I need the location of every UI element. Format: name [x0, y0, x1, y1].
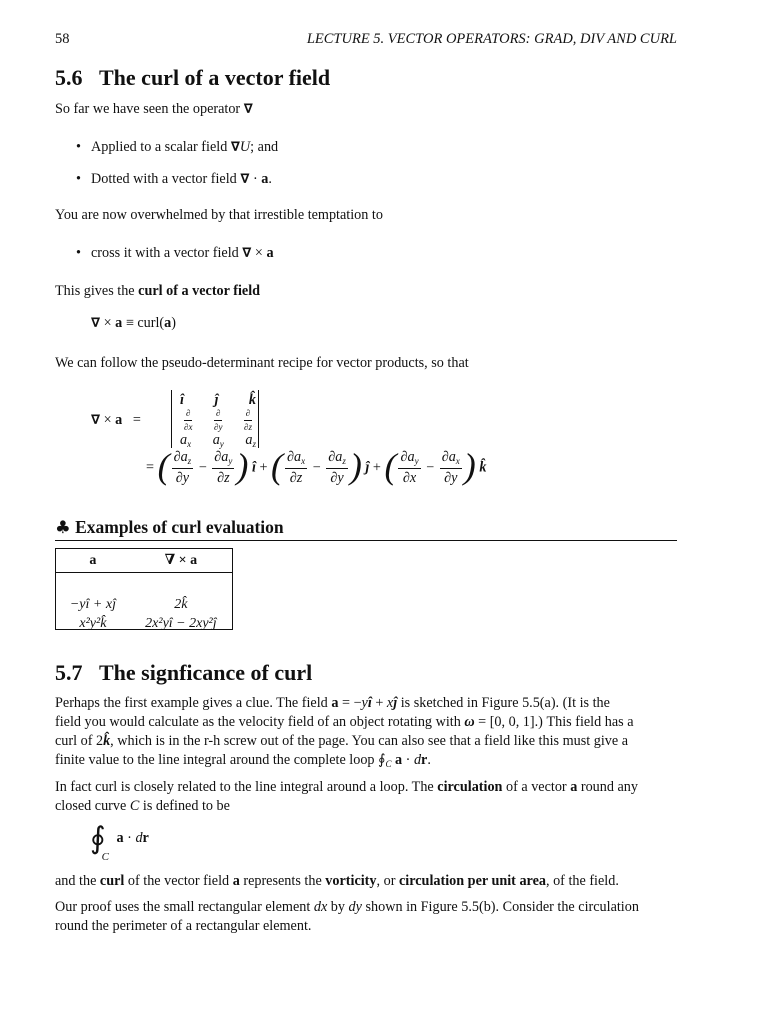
curl-determinant-lhs: ∇ × a =	[91, 412, 141, 428]
bullet-item: • Dotted with a vector field ∇ · a.	[78, 170, 272, 189]
paragraph-clue: Perhaps the first example gives a clue. The field a = −yî + xĵ is sketched in Figure 5.5(a). (It is the field you would calculate as the velocity field of an object rotating with ω = [0, 0, 1].) This field has a curl of 2k̂, which is in the r-h screw out of the page. You can also see that a field like this must give a finite value to the line integral around the complete loop $∮_C$ a · dr.	[55, 695, 634, 769]
column-header-curl: ∇ × a	[130, 549, 232, 573]
section-number: 5.7	[55, 660, 83, 685]
intro-paragraph: So far we have seen the operator ∇	[55, 101, 253, 117]
circulation-integral: $∮_C$ a · dr	[90, 822, 149, 863]
page-number: 58	[55, 31, 70, 47]
determinant-matrix: î ĵ k̂ $\frac{\partial}{\partial x}$ $\frac{\partial}{\partial y}$ $\frac{\partial}{\partial z}$ $a_x$ $a_y$ $a_z$	[180, 392, 256, 449]
section-number: 5.6	[55, 65, 83, 90]
determinant-left-bar	[171, 390, 172, 448]
curl-definition-equation: ∇ × a ≡ curl(a)	[91, 315, 176, 331]
running-title: LECTURE 5. VECTOR OPERATORS: GRAD, DIV AND CURL	[306, 31, 677, 47]
table-row: −yî + xĵ 2k̂	[69, 597, 188, 612]
table-row: x²y²k̂ 2x²yî − 2xy²ĵ	[79, 616, 217, 631]
gives-paragraph: This gives the curl of a vector field	[55, 283, 261, 299]
section-heading-5-6	[55, 65, 330, 91]
paragraph-vorticity: and the curl of the vector field a represents the vorticity, or circulation per unit area, of the field.	[55, 873, 619, 889]
paragraph-circulation: In fact curl is closely related to the line integral around a loop. The circulation of a vector a round any closed curve C is defined to be	[55, 779, 638, 814]
examples-heading: ♣ Examples of curl evaluation	[55, 517, 284, 538]
recipe-paragraph: We can follow the pseudo-determinant recipe for vector products, so that	[55, 355, 469, 371]
section-title: The curl of a vector field	[99, 65, 331, 90]
temptation-paragraph: You are now overwhelmed by that irrestible temptation to	[55, 207, 383, 223]
paragraph-proof: Our proof uses the small rectangular element dx by dy shown in Figure 5.5(b). Consider the circulation round the perimeter of a rectangular element.	[55, 899, 639, 934]
examples-rule	[55, 540, 677, 541]
bullet-item: • Applied to a scalar field ∇U; and	[78, 138, 278, 157]
club-icon: ♣	[55, 518, 71, 538]
bullet-item: • cross it with a vector field ∇ × a	[78, 244, 274, 263]
examples-table	[56, 549, 232, 633]
section-heading-5-7	[55, 660, 312, 686]
column-header-a: a	[56, 549, 130, 573]
examples-table-box	[55, 548, 233, 630]
determinant-right-bar	[258, 390, 259, 448]
curl-expansion-equation: = ( $\frac{\partial a_z}{\partial y}$ − $\frac{\partial a_y}{\partial z}$ ) î + ( $\frac{\partial a_x}{\partial z}$ − $\frac{\partial a_z}{\partial y}$ ) ĵ + ( $\frac{\partial a_y}{\partial x}$ − $\frac{\partial a_x}{\partial y}$ ) k̂	[146, 446, 487, 487]
section-title: The signficance of curl	[99, 660, 313, 685]
